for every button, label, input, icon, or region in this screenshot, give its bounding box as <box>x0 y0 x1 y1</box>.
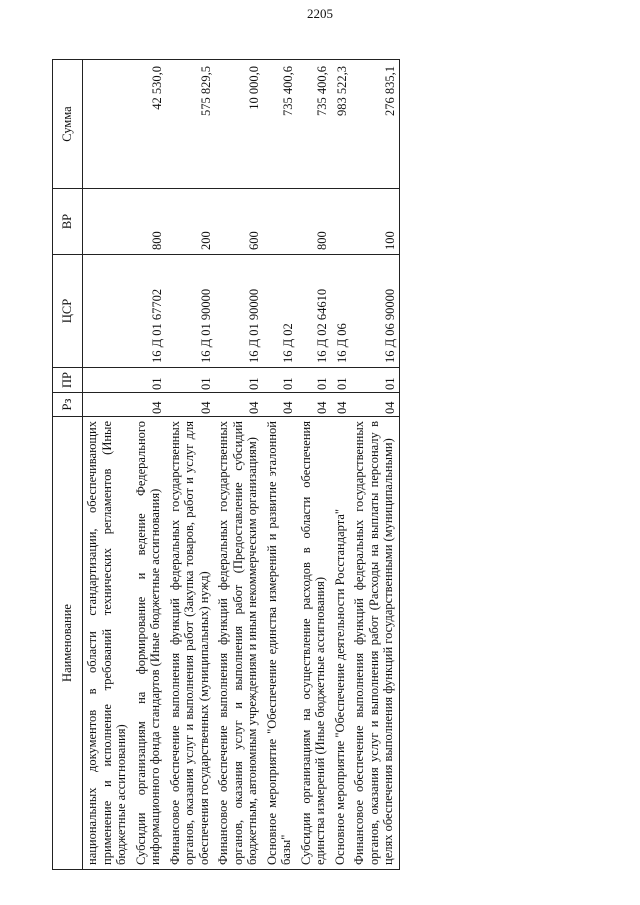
row-name: Финансовое обеспечение выполнения функций федеральных государственных органов, оказания услуг и выполнения работ (Расходы на выплаты персоналу в целях обеспечения выполнения функций государственными (муниципальными) <box>350 417 399 870</box>
rotated-page-content <box>52 60 600 870</box>
row-sum: 735 400,6 <box>263 60 297 189</box>
row-csr <box>83 255 132 368</box>
row-sum: 276 835,1 <box>350 60 399 189</box>
row-vr: 800 <box>132 189 166 255</box>
table-row <box>132 60 166 870</box>
row-csr: 16 Д 02 <box>263 255 297 368</box>
row-csr: 16 Д 01 67702 <box>132 255 166 368</box>
row-rz: 04 <box>263 393 297 417</box>
page-number: 2205 <box>307 6 333 21</box>
row-pr: 01 <box>214 368 263 393</box>
column-header-csr: ЦСР <box>53 255 83 368</box>
row-vr: 600 <box>214 189 263 255</box>
row-rz: 04 <box>214 393 263 417</box>
budget-table <box>52 59 400 870</box>
table-body <box>83 60 400 870</box>
row-vr: 200 <box>166 189 215 255</box>
row-rz <box>83 393 132 417</box>
table-header <box>53 60 83 870</box>
row-pr: 01 <box>263 368 297 393</box>
row-csr: 16 Д 01 90000 <box>166 255 215 368</box>
row-name: Субсидии организациям на формирование и ведение Федерального информационного фонда стандартов (Иные бюджетные ассигнования) <box>132 417 166 870</box>
row-pr <box>83 368 132 393</box>
row-pr: 01 <box>350 368 399 393</box>
row-name: национальных документов в области стандартизации, обеспечивающих применение и исполнение требований технических регламентов (Иные бюджетные ассигнования) <box>83 417 132 870</box>
row-sum: 575 829,5 <box>166 60 215 189</box>
column-header-rz: Рз <box>53 393 83 417</box>
row-name: Субсидии организациям на осуществление расходов в области обеспечения единства измерений (Иные бюджетные ассигнования) <box>297 417 331 870</box>
row-csr: 16 Д 02 64610 <box>297 255 331 368</box>
row-pr: 01 <box>166 368 215 393</box>
row-csr: 16 Д 06 <box>331 255 351 368</box>
row-csr: 16 Д 06 90000 <box>350 255 399 368</box>
row-pr: 01 <box>331 368 351 393</box>
row-sum: 10 000,0 <box>214 60 263 189</box>
row-vr <box>263 189 297 255</box>
row-sum: 735 400,6 <box>297 60 331 189</box>
column-header-sum: Сумма <box>53 60 83 189</box>
table-row <box>263 60 297 870</box>
table-row <box>350 60 399 870</box>
row-csr: 16 Д 01 90000 <box>214 255 263 368</box>
row-rz: 04 <box>166 393 215 417</box>
table-row <box>83 60 132 870</box>
row-vr: 100 <box>350 189 399 255</box>
table-row <box>214 60 263 870</box>
row-sum: 983 522,3 <box>331 60 351 189</box>
column-header-pr: ПР <box>53 368 83 393</box>
row-name: Финансовое обеспечение выполнения функций федеральных государственных органов, оказания услуг и выполнения работ (Закупка товаров, работ и услуг для обеспечения государственных (муниципальных) нужд) <box>166 417 215 870</box>
row-pr: 01 <box>132 368 166 393</box>
table-row <box>331 60 351 870</box>
row-sum <box>83 60 132 189</box>
table-row <box>297 60 331 870</box>
row-name: Основное мероприятие "Обеспечение единства измерений и развитие эталонной базы" <box>263 417 297 870</box>
table-row <box>166 60 215 870</box>
row-rz: 04 <box>132 393 166 417</box>
row-sum: 42 530,0 <box>132 60 166 189</box>
row-name: Основное мероприятие "Обеспечение деятельности Росстандарта" <box>331 417 351 870</box>
column-header-name: Наименование <box>53 417 83 870</box>
row-name: Финансовое обеспечение выполнения функций федеральных государственных органов, оказания услуг и выполнения работ (Предоставление субсидий бюджетным, автономным учреждениям и иным некоммерческим организациям) <box>214 417 263 870</box>
row-vr <box>83 189 132 255</box>
row-rz: 04 <box>331 393 351 417</box>
row-vr: 800 <box>297 189 331 255</box>
column-header-vr: ВР <box>53 189 83 255</box>
row-pr: 01 <box>297 368 331 393</box>
row-vr <box>331 189 351 255</box>
row-rz: 04 <box>297 393 331 417</box>
row-rz: 04 <box>350 393 399 417</box>
